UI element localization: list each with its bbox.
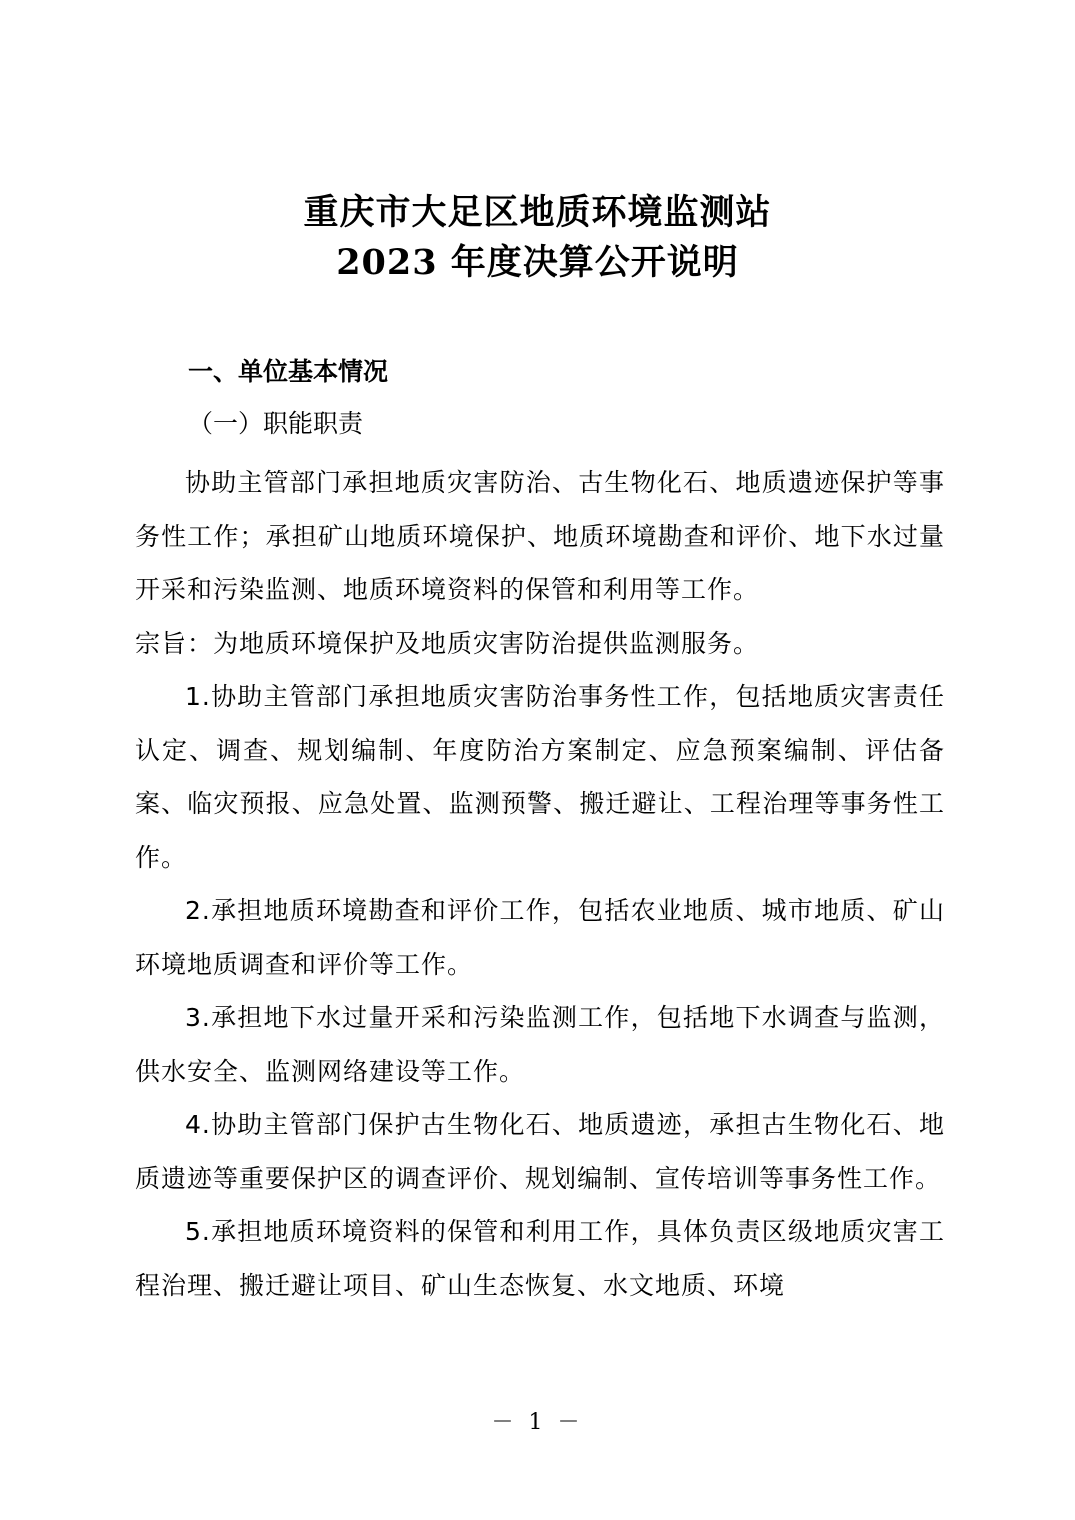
paragraph-item-3: 3.承担地下水过量开采和污染监测工作，包括地下水调查与监测，供水安全、监测网络建设等工作。	[135, 1003, 945, 1086]
paragraph-item-4: 4.协助主管部门保护古生物化石、地质遗迹，承担古生物化石、地质遗迹等重要保护区的调查评价、规划编制、宣传培训等事务性工作。	[135, 1110, 945, 1193]
document-title-line1: 重庆市大足区地质环境监测站	[303, 192, 772, 233]
paragraph-item-1: 1.协助主管部门承担地质灾害防治事务性工作，包括地质灾害责任认定、调查、规划编制、年度防治方案制定、应急预案编制、评估备案、临灾预报、应急处置、监测预警、搬迁避让、工程治理等事务性工作。	[135, 682, 945, 872]
subsection-heading: （一）职能职责	[188, 409, 364, 438]
document-title-line2: 2023 年度决算公开说明	[336, 242, 739, 283]
section-heading: 一、单位基本情况	[188, 357, 389, 386]
paragraph-item-2: 2.承担地质环境勘查和评价工作，包括农业地质、城市地质、矿山环境地质调查和评价等工作。	[135, 896, 945, 979]
paragraph-duties: 协助主管部门承担地质灾害防治、古生物化石、地质遗迹保护等事务性工作；承担矿山地质环境保护、地质环境勘查和评价、地下水过量开采和污染监测、地质环境资料的保管和利用等工作。	[135, 468, 945, 604]
paragraph-item-5: 5.承担地质环境资料的保管和利用工作，具体负责区级地质灾害工程治理、搬迁避让项目、矿山生态恢复、水文地质、环境	[135, 1217, 945, 1300]
page-number: － 1 －	[491, 1410, 584, 1435]
body-text	[135, 456, 945, 1312]
paragraph-purpose: 宗旨：为地质环境保护及地质灾害防治提供监测服务。	[135, 628, 760, 658]
